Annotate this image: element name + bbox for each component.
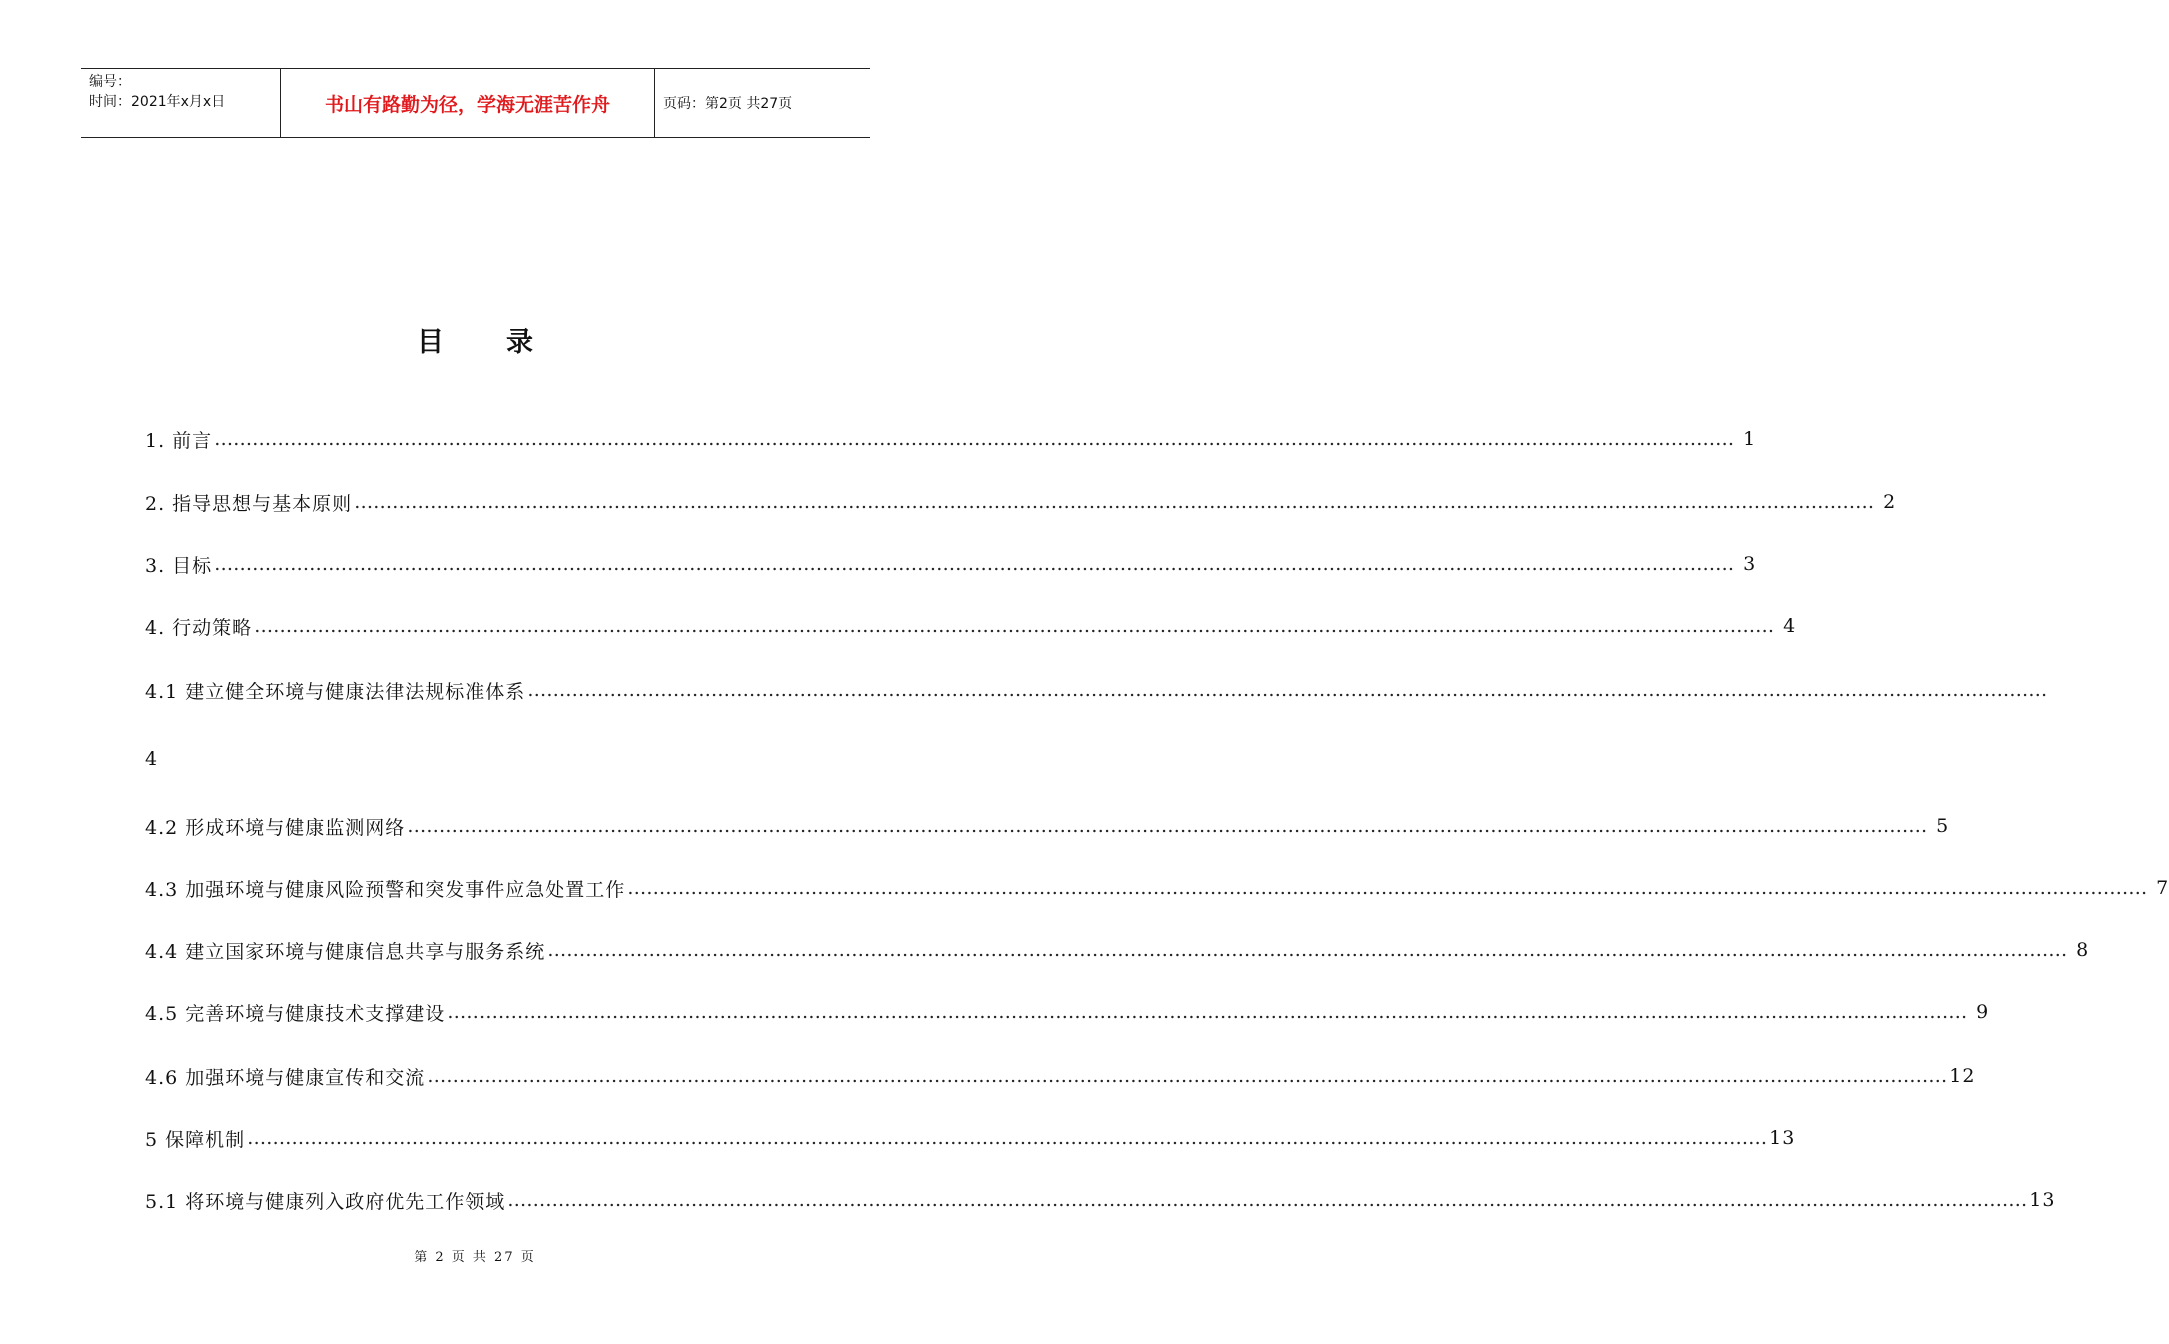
document-number-label: 编号： [89, 74, 131, 90]
toc-entry-page: 13 [1769, 1127, 1796, 1149]
toc-entry[interactable] [145, 1185, 2056, 1215]
toc-entry[interactable] [145, 873, 2169, 903]
toc-entry-title: 3. 目标 [145, 554, 213, 577]
toc-dot-leader: …………………………………………………………………………………………………………………………………………………………………………………………………………………… [627, 877, 2148, 899]
toc-entry-page: 8 [2076, 939, 2090, 961]
toc-entry-title: 4.3 加强环境与健康风险预警和突发事件应急处置工作 [145, 878, 626, 901]
toc-entry-page: 13 [2029, 1189, 2056, 1211]
toc-dot-leader: …………………………………………………………………………………………………………………………………………………………………………………………………………………… [247, 1127, 1768, 1149]
toc-entry-page: 12 [1949, 1065, 1976, 1087]
toc-title [0, 320, 950, 359]
toc-entry[interactable] [145, 935, 2090, 965]
toc-dot-leader: …………………………………………………………………………………………………………………………………………………………………………………………………………………… [354, 491, 1875, 513]
toc-entry-page: 7 [2156, 877, 2169, 899]
toc-dot-leader: …………………………………………………………………………………………………………………………………………………………………………………………………………………… [447, 1001, 1968, 1023]
toc-wrapped-page-number: 4 [145, 748, 158, 770]
toc-entry[interactable] [145, 487, 1897, 517]
toc-entry-title: 4.1 建立健全环境与健康法律法规标准体系 [145, 680, 526, 703]
toc-dot-leader: …………………………………………………………………………………………………………………………………………………………………………………………………………………… [427, 1065, 1948, 1087]
toc-entry[interactable] [145, 1123, 1796, 1153]
toc-entry-title: 4.4 建立国家环境与健康信息共享与服务系统 [145, 940, 546, 963]
toc-entry-page: 9 [1976, 1001, 1990, 1023]
header-meta [81, 69, 281, 137]
toc-entry-page: 1 [1743, 428, 1757, 450]
toc-entry-page: 5 [1936, 815, 1950, 837]
toc-entry-page: 4 [1783, 615, 1797, 637]
toc-entry[interactable] [145, 1061, 1976, 1091]
toc-entry-page: 3 [1743, 553, 1757, 575]
toc-entry[interactable] [145, 811, 1950, 841]
toc-dot-leader: …………………………………………………………………………………………………………………………………………………………………………………………………………………… [214, 428, 1735, 450]
header-page-info: 页码：第2页 共27页 [663, 96, 793, 112]
toc-entry-title: 4. 行动策略 [145, 616, 253, 639]
toc-title-char-2: 录 [506, 327, 533, 358]
toc-entry-page: 2 [1883, 491, 1897, 513]
toc-dot-leader: …………………………………………………………………………………………………………………………………………………………………………………………………………………… [214, 553, 1735, 575]
toc-dot-leader: …………………………………………………………………………………………………………………………………………………………………………………………………………………… [254, 615, 1775, 637]
toc-dot-leader: …………………………………………………………………………………………………………………………………………………………………………………………………………………… [507, 1189, 2028, 1211]
toc-entry-title: 4.2 形成环境与健康监测网络 [145, 816, 406, 839]
toc-entry[interactable] [145, 997, 1990, 1027]
toc-dot-leader: …………………………………………………………………………………………………………………………………………………………………………………………………………………… [527, 679, 2048, 701]
toc-entry-title: 4.5 完善环境与健康技术支撑建设 [145, 1002, 446, 1025]
document-date-label: 时间：2021年x月x日 [89, 94, 226, 110]
toc-entry-title: 5.1 将环境与健康列入政府优先工作领域 [145, 1190, 506, 1213]
toc-title-char-1: 目 [417, 327, 444, 358]
toc-entry-title: 2. 指导思想与基本原则 [145, 492, 353, 515]
toc-entry[interactable] [145, 675, 2048, 705]
header-motto: 书山有路勤为径，学海无涯苦作舟 [281, 69, 655, 137]
toc-entry[interactable] [145, 611, 1797, 641]
toc-dot-leader: …………………………………………………………………………………………………………………………………………………………………………………………………………………… [407, 815, 1928, 837]
toc-entry-title: 5 保障机制 [145, 1128, 246, 1151]
toc-entry-title: 1. 前言 [145, 429, 213, 452]
toc-entry[interactable] [145, 424, 1757, 454]
page-header [81, 68, 870, 138]
toc-dot-leader: …………………………………………………………………………………………………………………………………………………………………………………………………………………… [547, 939, 2068, 961]
toc-entry[interactable] [145, 549, 1757, 579]
toc-entry-title: 4.6 加强环境与健康宣传和交流 [145, 1066, 426, 1089]
page-footer: 第 2 页 共 27 页 [414, 1250, 536, 1265]
